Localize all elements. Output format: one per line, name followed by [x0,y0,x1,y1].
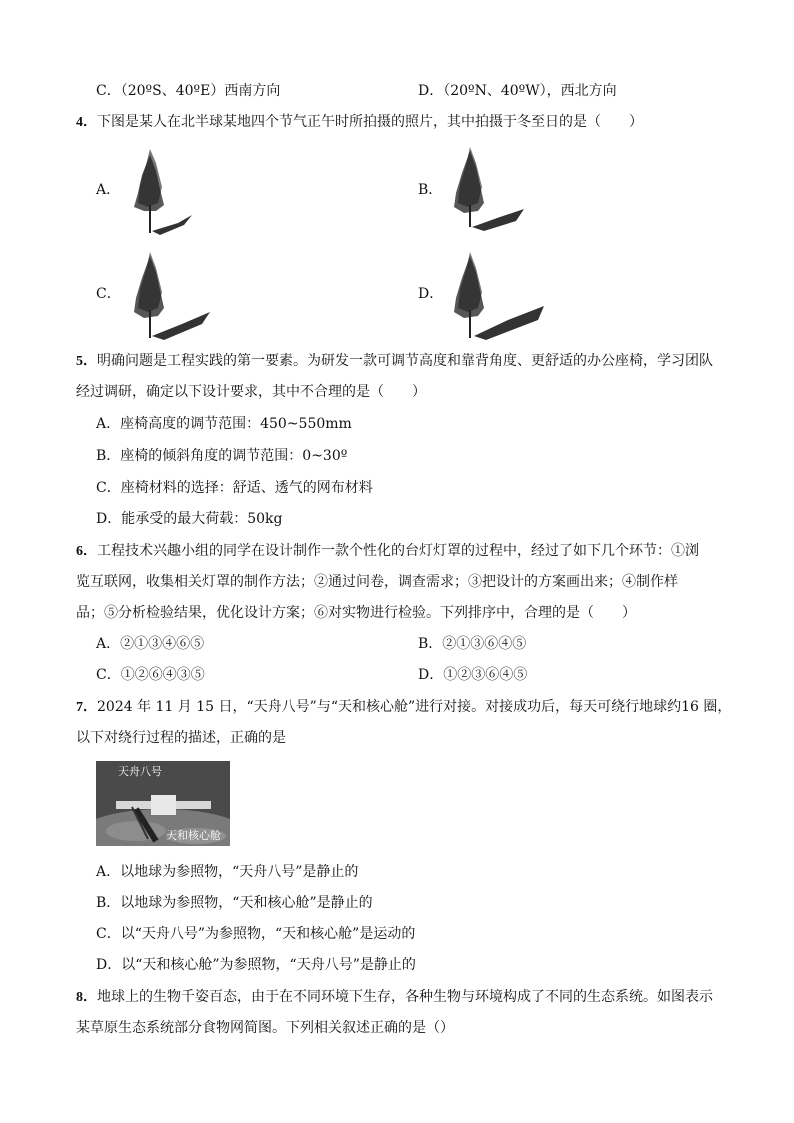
q3-option-d: D．（20ºN、40ºW），西北方向 [418,83,617,99]
q4-stem [76,112,643,133]
question-text: 下图是某人在北半球某地四个节气正午时所拍摄的照片，其中拍摄于冬至日的是（ ） [97,114,643,130]
q6-option-c: C．①②⑥④③⑤ [96,667,205,683]
q6-option-a: A．②①③④⑥⑤ [96,636,205,652]
tree-photo-c [120,250,240,345]
question-text: 明确问题是工程实践的第一要素。为研发一款可调节高度和靠背角度、更舒适的办公座椅，学习团队 [97,353,713,369]
q6-stem-line1 [76,541,699,562]
q6-stem-line3: 品；⑤分析检验结果，优化设计方案；⑥对实物进行检验。下列排序中，合理的是（ ） [76,605,636,621]
q6-stem-line2: 览互联网，收集相关灯罩的制作方法；②通过问卷，调查需求；③把设计的方案画出来；④制作样 [76,574,678,590]
q3-option-c: C．（20ºS、40ºE）西南方向 [96,83,281,99]
tree-photo-b [440,145,560,240]
question-text: 地球上的生物千姿百态，由于在不同环境下生存，各种生物与环境构成了不同的生态系统。如图表示 [97,989,713,1005]
q7-option-b: B．以地球为参照物，“天和核心舱”是静止的 [96,895,373,911]
q5-option-b: B．座椅的倾斜角度的调节范围：0~30º [96,448,348,464]
photo-label-tianhe: 天和核心舱 [166,829,221,842]
q5-stem-line1 [76,351,713,372]
q7-stem-line1 [76,697,731,718]
q5-option-c: C．座椅材料的选择：舒适、透气的网布材料 [96,480,373,496]
q5-option-a: A．座椅高度的调节范围：450~550mm [96,416,352,432]
question-number: 4． [76,115,97,130]
q4-option-c-label: C． [96,286,121,302]
spacecraft-photo [96,761,230,846]
question-number: 7． [76,700,97,715]
photo-label-tianzhou: 天舟八号 [118,765,162,778]
question-text: 2024 年 11 月 15 日，“天舟八号”与“天和核心舱”进行对接。对接成功后，每天可绕行地球约16 圈， [97,699,732,715]
q4-option-a-label: A． [96,182,121,198]
q7-option-d: D．以“天和核心舱”为参照物，“天舟八号”是静止的 [96,957,416,973]
q7-stem-line2: 以下对绕行过程的描述，正确的是 [76,730,286,746]
q7-option-a: A．以地球为参照物，“天舟八号”是静止的 [96,864,359,880]
question-number: 6． [76,544,97,559]
tree-photo-d [440,250,560,345]
q5-stem-line2: 经过调研，确定以下设计要求，其中不合理的是（ ） [76,384,426,400]
q8-stem-line2: 某草原生态系统部分食物网简图。下列相关叙述正确的是（） [76,1020,454,1036]
q6-option-b: B．②①③⑥④⑤ [418,636,527,652]
question-text: 工程技术兴趣小组的同学在设计制作一款个性化的台灯灯罩的过程中，经过了如下几个环节：①浏 [97,543,699,559]
q4-option-b-label: B． [418,182,443,198]
question-number: 8． [76,990,97,1005]
q4-option-d-label: D． [418,286,444,302]
q7-option-c: C．以“天舟八号”为参照物，“天和核心舱”是运动的 [96,926,416,942]
q8-stem-line1 [76,987,713,1008]
question-number: 5． [76,354,97,369]
tree-photo-a [120,145,240,240]
q6-option-d: D．①②③⑥④⑤ [418,667,528,683]
q5-option-d: D．能承受的最大荷载：50kg [96,511,283,527]
